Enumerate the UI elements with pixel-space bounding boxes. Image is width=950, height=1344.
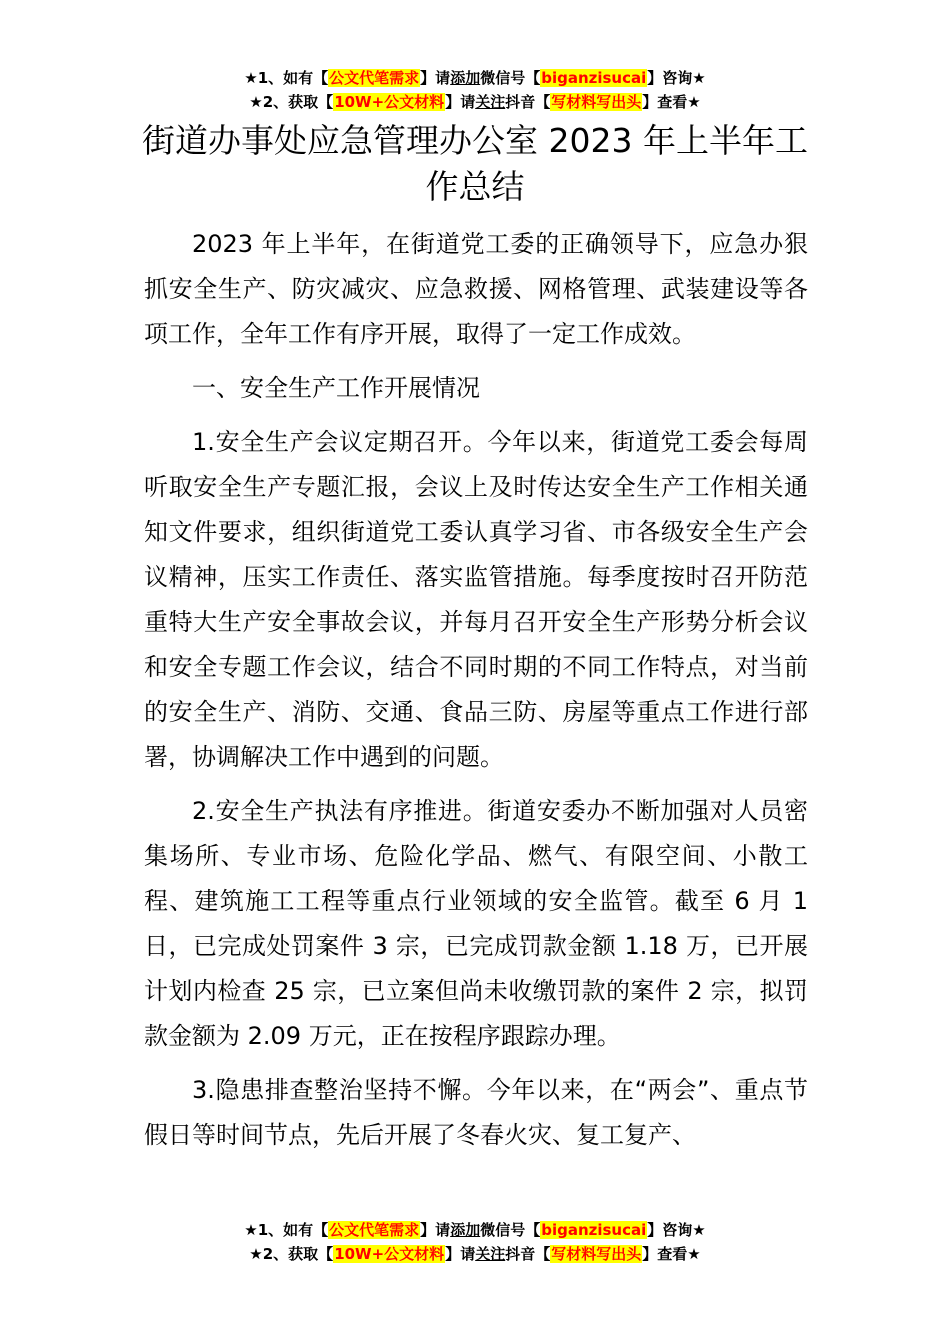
banner-highlight: 公文代笔需求 xyxy=(329,69,420,87)
banner-text: 抖音【 xyxy=(505,1245,551,1263)
footer-banner xyxy=(0,1218,950,1266)
banner-underlined-text: 添加 xyxy=(450,1221,481,1239)
banner-text: 】查看★ xyxy=(642,1245,701,1263)
banner-text: 】请 xyxy=(445,1245,476,1263)
banner-highlight: biganzisucai xyxy=(541,1221,647,1239)
banner-line-2 xyxy=(0,1242,950,1266)
section-heading: 一、安全生产工作开展情况 xyxy=(192,374,480,402)
banner-line-1 xyxy=(0,66,950,90)
banner-text: ★1、如有【 xyxy=(244,69,329,87)
intro-paragraph: 2023 年上半年，在街道党工委的正确领导下，应急办狠抓安全生产、防灾减灾、应急救援、网格管理、武装建设等各项工作，全年工作有序开展，取得了一定工作成效。 xyxy=(144,230,808,348)
banner-text: 】请 xyxy=(420,1221,451,1239)
body-paragraph: 1.安全生产会议定期召开。今年以来，街道党工委会每周听取安全生产专题汇报，会议上及时传达安全生产工作相关通知文件要求，组织街道党工委认真学习省、市各级安全生产会议精神，压实工作责任、落实监管措施。每季度按时召开防范重特大生产安全事故会议，并每月召开安全生产形势分析会议和安全专题工作会议，结合不同时期的不同工作特点，对当前的安全生产、消防、交通、食品三防、房屋等重点工作进行部署，协调解决工作中遇到的问题。 xyxy=(144,428,808,771)
banner-highlight: 10W+公文材料 xyxy=(334,1245,445,1263)
body-paragraph: 2.安全生产执法有序推进。街道安委办不断加强对人员密集场所、专业市场、危险化学品、燃气、有限空间、小散工程、建筑施工工程等重点行业领域的安全监管。截至 6 月 1 日，已完成处罚案件 3 宗，已完成罚款金额 1.18 万，已开展计划内检查 25 宗，已立案但尚未收缴罚款的案件 2 宗，拟罚款金额为 2.09 万元，正在按程序跟踪办理。 xyxy=(144,797,808,1050)
banner-text: 】咨询★ xyxy=(647,1221,706,1239)
document-body xyxy=(144,222,808,1158)
banner-highlight: 10W+公文材料 xyxy=(334,93,445,111)
banner-text: ★2、获取【 xyxy=(249,1245,334,1263)
banner-underlined-text: 关注 xyxy=(475,1245,506,1263)
banner-text: 】请 xyxy=(445,93,476,111)
banner-line-2 xyxy=(0,90,950,114)
banner-highlight: 写材料写出头 xyxy=(551,93,642,111)
document-title: 街道办事处应急管理办公室 2023 年上半年工作总结 xyxy=(142,121,808,206)
banner-text: 微信号【 xyxy=(480,1221,541,1239)
banner-highlight: 写材料写出头 xyxy=(551,1245,642,1263)
banner-underlined-text: 关注 xyxy=(475,93,506,111)
banner-highlight: biganzisucai xyxy=(541,69,647,87)
banner-line-1 xyxy=(0,1218,950,1242)
banner-text: 】查看★ xyxy=(642,93,701,111)
banner-text: ★2、获取【 xyxy=(249,93,334,111)
banner-highlight: 公文代笔需求 xyxy=(329,1221,420,1239)
header-banner xyxy=(0,66,950,114)
banner-text: ★1、如有【 xyxy=(244,1221,329,1239)
body-paragraph: 3.隐患排查整治坚持不懈。今年以来，在“两会”、重点节假日等时间节点，先后开展了冬春火灾、复工复产、 xyxy=(144,1076,808,1149)
banner-text: 微信号【 xyxy=(480,69,541,87)
banner-underlined-text: 添加 xyxy=(450,69,481,87)
banner-text: 】请 xyxy=(420,69,451,87)
banner-text: 】咨询★ xyxy=(647,69,706,87)
banner-text: 抖音【 xyxy=(505,93,551,111)
